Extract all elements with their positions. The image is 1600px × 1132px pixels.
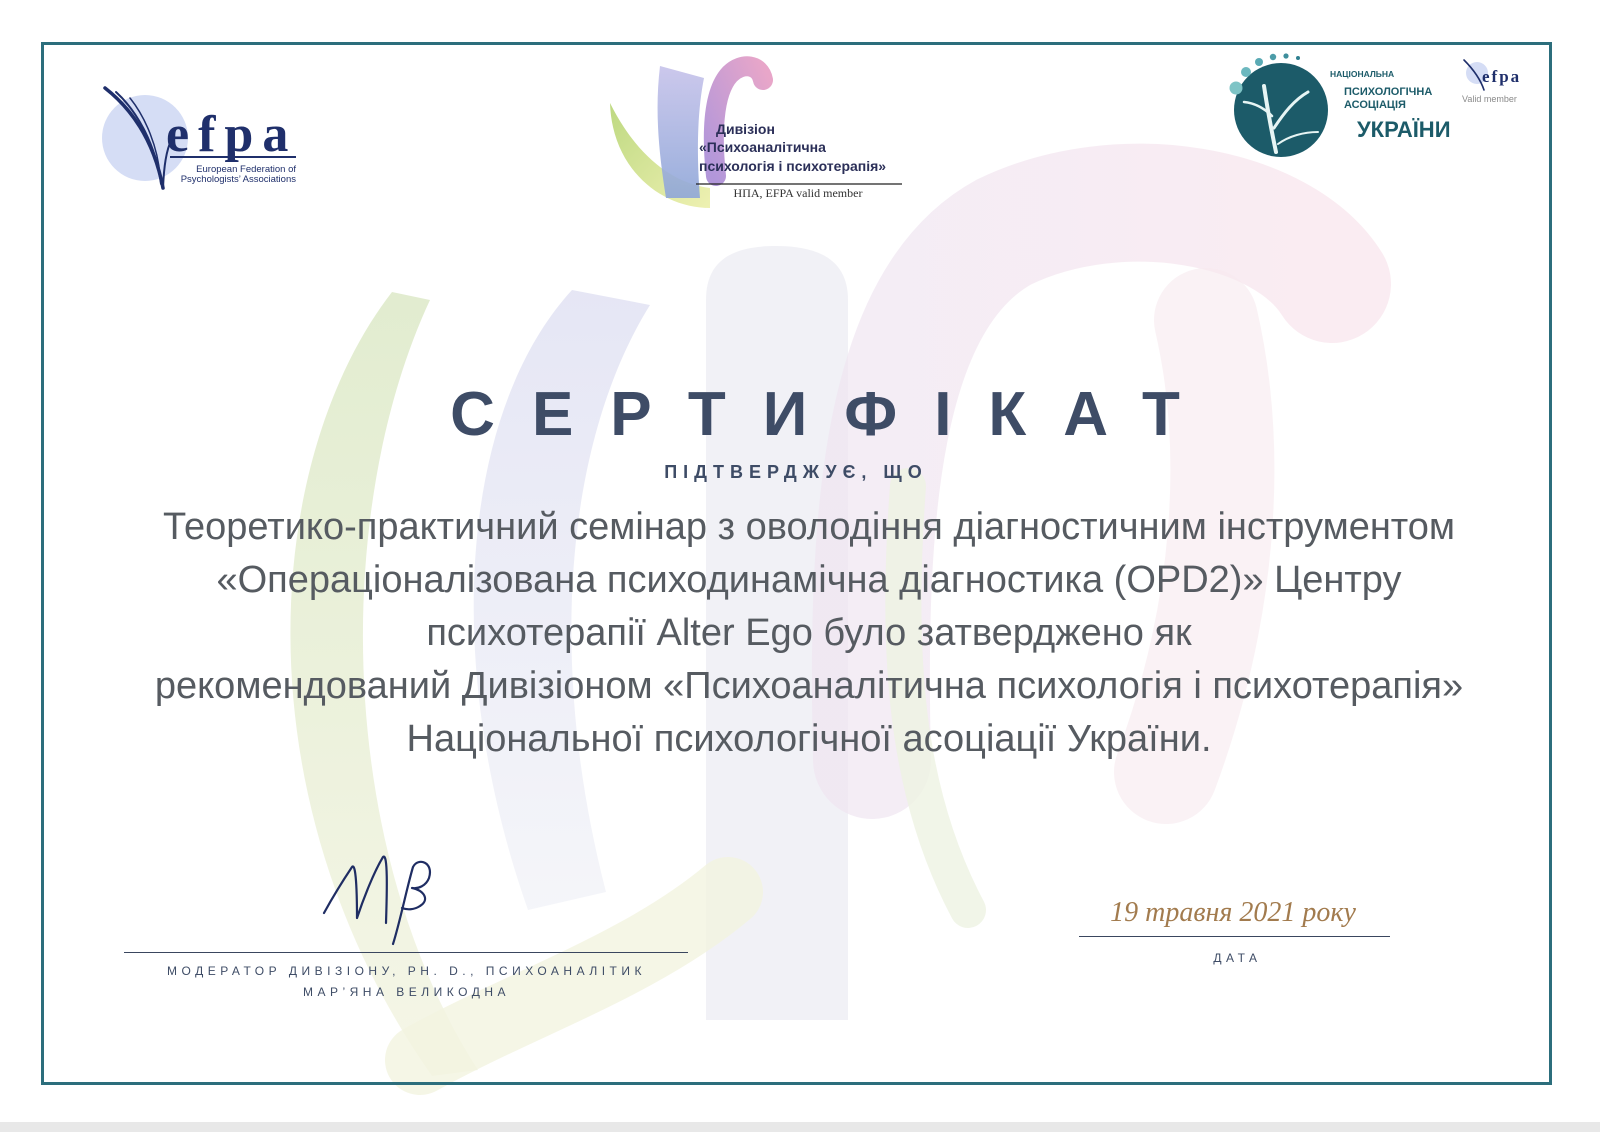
signer-name: МАР’ЯНА ВЕЛИКОДНА [302,985,511,999]
body-line: рекомендований Дивізіоном «Психоаналітична психологія і психотерапія» [154,665,1464,707]
npa-dot [1230,82,1243,95]
body-line: «Операціоналізована психодинамічна діагностика (OPD2)» Центру [216,559,1402,601]
efpa-logo [98,76,308,200]
signature-stroke [324,857,430,944]
psi-blue-stroke [658,66,704,198]
npa-logo-line3: АСОЦІАЦІЯ [1344,99,1406,111]
efpa-caption-line1: European Federation of [196,164,296,175]
efpa-wordmark: efpa [166,106,298,163]
npa-logo-line4: УКРАЇНИ [1357,117,1451,142]
body-line: Теоретико-практичний семінар з оволодіння діагностичним інструментом [162,506,1456,548]
division-logo-line1: Дивізіон [716,121,775,137]
npa-dot [1283,53,1288,58]
date-line [1079,936,1390,937]
efpa-caption-line2: Psychologists’ Associations [180,174,296,185]
npa-logo-line1: НАЦІОНАЛЬНА [1330,69,1395,79]
npa-logo-line2: ПСИХОЛОГІЧНА [1344,86,1433,98]
division-logo-line3: психологія і психотерапія» [699,158,887,174]
efpa-badge-caption: Valid member [1462,94,1517,104]
npa-dot [1255,58,1263,66]
body-line: Національної психологічної асоціації України. [406,718,1212,760]
body-line: психотерапії Alter Ego було затверджено як [426,612,1192,654]
npa-dot [1241,67,1251,77]
division-logo-line2: «Психоаналітична [699,139,826,155]
npa-dot [1270,54,1276,60]
certificate-title: СЕРТИФІКАТ [450,380,1217,449]
certificate-subtitle: ПІДТВЕРДЖУЄ, ЩО [664,462,928,482]
date-label: ДАТА [1213,951,1262,965]
signer-role: МОДЕРАТОР ДИВІЗІОНУ, PH. D., ПСИХОАНАЛІТИК [167,964,646,978]
certificate-body [0,501,1600,766]
npa-dot [1296,56,1300,60]
psi-division-logo [600,48,920,208]
npa-ukraine-logo [1214,48,1544,160]
division-logo-member: НПА, EFPA valid member [733,186,863,200]
signature-line [124,952,688,953]
issue-date: 19 травня 2021 року [1110,897,1356,928]
page-bottom-edge [0,1122,1600,1132]
handwritten-signature [312,842,442,952]
efpa-badge-wordmark: efpa [1482,67,1522,86]
